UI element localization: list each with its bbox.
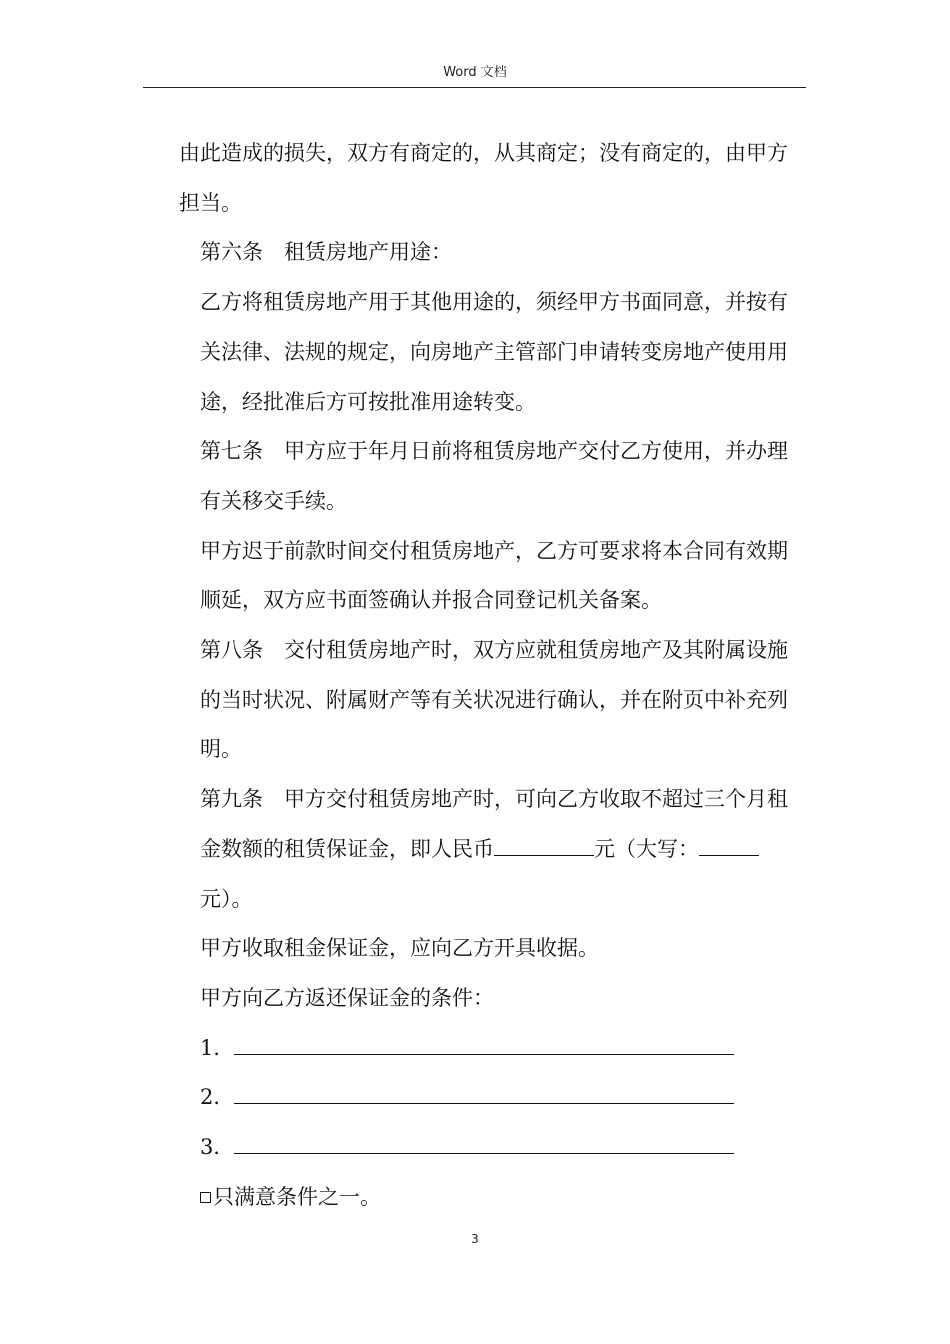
condition-1-blank [234, 1034, 734, 1055]
condition-3 [179, 1123, 805, 1173]
paragraph-usage-change: 乙方将租赁房地产用于其他用途的，须经甲方书面同意，并按有关法律、法规的规定，向房地产主管部门申请转变房地产使用用途，经批准后方可按批准用途转变。 [200, 290, 788, 414]
page-number: 3 [471, 1232, 479, 1246]
condition-3-number: 3． [200, 1135, 235, 1160]
document-body [179, 129, 805, 1222]
paragraph-refund-conditions: 甲方向乙方返还保证金的条件： [200, 985, 494, 1010]
paragraph-note [179, 1173, 805, 1223]
condition-2-number: 2． [200, 1085, 235, 1110]
paragraph-receipt: 甲方收取租金保证金，应向乙方开具收据。 [200, 936, 599, 961]
page-header: Word 文档 [443, 65, 507, 80]
amount-blank [494, 835, 594, 856]
condition-1 [179, 1024, 805, 1074]
article-9-text-a: 第九条 甲方交付租赁房地产时，可向乙方收取不超过三个月租金数额的租赁保证金，即人民币 [200, 787, 788, 861]
note-text: 只满意条件之一。 [213, 1184, 381, 1209]
amount-words-blank [699, 835, 759, 856]
article-9-text-b: 元（大写： [594, 836, 699, 861]
paragraph-loss-clause: 由此造成的损失，双方有商定的，从其商定；没有商定的，由甲方担当。 [179, 141, 788, 215]
header-rule [143, 87, 806, 88]
checkbox-square-icon [200, 1192, 211, 1203]
condition-3-blank [234, 1133, 734, 1154]
condition-1-number: 1． [200, 1035, 235, 1060]
article-9 [179, 775, 805, 924]
condition-2-blank [234, 1083, 734, 1104]
article-8: 第八条 交付租赁房地产时，双方应就租赁房地产及其附属设施的当时状况、附属财产等有关状况进行确认，并在附页中补充列明。 [200, 638, 788, 762]
article-6-heading: 第六条 租赁房地产用途： [200, 240, 452, 265]
article-7: 第七条 甲方应于年月日前将租赁房地产交付乙方使用，并办理有关移交手续。 [200, 439, 788, 513]
article-9-text-c: 元）。 [200, 886, 253, 911]
paragraph-delay: 甲方迟于前款时间交付租赁房地产，乙方可要求将本合同有效期顺延，双方应书面签确认并报合同登记机关备案。 [200, 538, 788, 613]
condition-2 [179, 1073, 805, 1123]
